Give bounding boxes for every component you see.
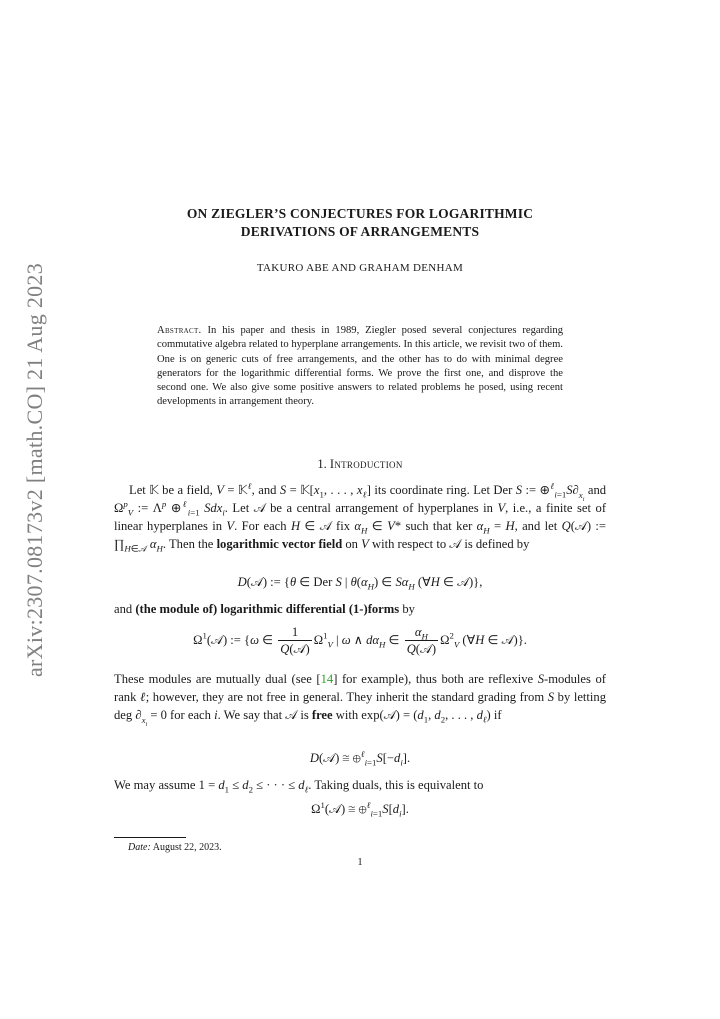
paper-title: [115, 205, 605, 241]
section-heading: [115, 457, 605, 472]
footnote-date: [128, 842, 222, 853]
footnote-label: Date:: [128, 842, 151, 853]
intro-paragraph-2: and (the module of) logarithmic differential (1-)forms by: [114, 602, 415, 616]
title-line-1: ON ZIEGLER’S CONJECTURES FOR LOGARITHMIC: [186, 206, 534, 221]
abstract: [157, 324, 563, 410]
authors: TAKURO ABE AND GRAHAM DENHAM: [256, 262, 464, 274]
equation-differential-forms: $\Omega^1(𝒜)$ := {ω ∈ $\frac{1}{\text{Q(𝒜)}}$ $\Omega^1_V$ | ω ∧ $d\alpha_H$ ∈ $\frac{\alpha_H}{\text{Q(𝒜)}}$ $\Omega^2_V$ (∀H ∈ 𝒜)}.: [193, 625, 527, 656]
page-number: 1: [357, 857, 363, 868]
citation-link[interactable]: 14: [320, 672, 334, 686]
abstract-text: In his paper and thesis in 1989, Ziegler posed several conjectures regarding commutative algebra related to hyperplane arrangements. In this article, we revisit two of them. One is on generic cuts of free arrangements, and the other has to do with minimal degree generators for the logarithmic differential forms. We prove the first one, and disprove the second one. We also give some positive answers to related problems he posed, using recent developments in arrangement theory.: [157, 325, 563, 408]
term-free: free: [311, 708, 333, 722]
section-title: Introduction: [329, 457, 403, 471]
arxiv-sidebar-stamp: [20, 262, 50, 678]
abstract-label: Abstract.: [157, 325, 202, 336]
arxiv-id: arXiv:2307.08173v2 [math.CO] 21 Aug 2023: [22, 262, 47, 678]
intro-paragraph-3: These modules are mutually dual (see [14] for example), thus both are reflexive S-modules of rank ℓ; however, they are not free in general. They inherit the standard grading from S by letting deg $\partial_{x_i} = 0$ for each i. We say that 𝒜 is free with exp(𝒜) = ($d_1$, $d_2$, . . . , $d_\ell$) if: [114, 672, 607, 728]
equation-derivation-module: D(𝒜) := {θ ∈ Der S | $\theta(\alpha_H)$ ∈ $S\alpha_H$ (∀H ∈ 𝒜)},: [237, 575, 483, 592]
intro-paragraph-1: Let 𝕂 be a field, V = 𝕂$^\ell$, and $S = 𝕂[x_1$, . . . , $x_\ell$] its coordinate ring. Let Der S := $\oplus^\ell_{i=1}S\partial_{x_i}$ and $\Omega^p_V$ := $\Lambda^p$ ⊕$^\ell_{i=1}$ Sdx$_i$. Let 𝒜 be a central arrangement of hyperplanes in V, i.e., a finite set of linear hyperplanes in V. For each H ∈ 𝒜 fix $\alpha_H$ ∈ V* such that ker $\alpha_H = H$, and let Q(𝒜) := $\prod_{H\in 𝒜}$ $\alpha_H$. Then the logarithmic vector field on V with respect to 𝒜 is defined by: [114, 480, 607, 554]
section-number: 1.: [317, 457, 327, 471]
term-logarithmic-vector-field: logarithmic vector field: [216, 537, 343, 552]
term-logarithmic-differential-forms: (the module of) logarithmic differential (1-)forms: [135, 602, 400, 616]
footnote-text: August 22, 2023.: [152, 842, 222, 853]
equation-dual-decomposition: $\Omega^1(𝒜)$ ≅ $\oplus^\ell_{i=1}S[d_i]$.: [311, 799, 409, 819]
footnote-rule: [114, 837, 186, 838]
intro-paragraph-4: We may assume $1 = d_1 \le d_2$ ≤ · · · ≤ $d_\ell$. Taking duals, this is equivalent to: [114, 778, 484, 795]
equation-free-decomposition: D(𝒜) ≅ $\oplus^\ell_{i=1}S[-d_i]$.: [309, 748, 411, 768]
title-line-2: DERIVATIONS OF ARRANGEMENTS: [240, 224, 480, 239]
